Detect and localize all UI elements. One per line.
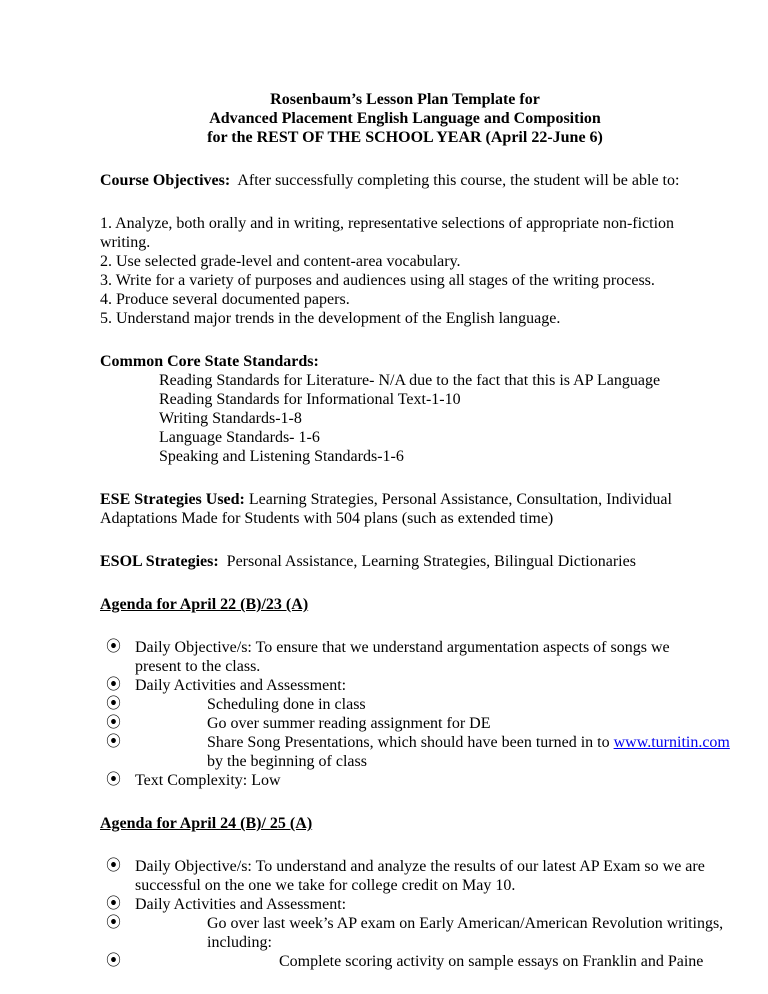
objective-5: 5. Understand major trends in the development of the English language.: [100, 310, 561, 327]
label: Common Core State Standards:: [100, 353, 319, 370]
ccss-heading: [100, 352, 710, 371]
text: Share Song Presentations, which should have been turned in to: [207, 734, 610, 751]
bullet-icon: ⦿: [106, 896, 122, 912]
bullet-icon: ⦿: [106, 639, 122, 655]
text: Personal Assistance, Learning Strategies, Bilingual Dictionaries: [226, 553, 636, 570]
bullet-icon: ⦿: [106, 915, 122, 931]
ccss-item: Speaking and Listening Standards-1-6: [159, 448, 404, 465]
ese-strategies: [100, 490, 685, 528]
list-item: [100, 771, 710, 790]
text: Daily Objective/s: To understand and analyze the results of our latest AP Exam so we are successful on the one we take for college credit on May 10.: [135, 858, 705, 894]
text: including:: [207, 934, 272, 951]
text: Scheduling done in class: [207, 696, 366, 713]
ccss-item: Language Standards- 1-6: [159, 429, 320, 446]
objective-2: 2. Use selected grade-level and content-area vocabulary.: [100, 253, 461, 270]
text: Daily Activities and Assessment:: [135, 677, 347, 694]
bullet-icon: ⦿: [106, 696, 122, 712]
bullet-icon: ⦿: [106, 677, 122, 693]
agenda-heading-2: Agenda for April 24 (B)/ 25 (A): [100, 815, 313, 832]
text: Complete scoring activity on sample essays on Franklin and Paine: [279, 953, 704, 970]
bullet-icon: ⦿: [106, 953, 122, 969]
course-objectives: [100, 171, 710, 190]
title-line-1: Rosenbaum’s Lesson Plan Template for: [270, 91, 540, 108]
ccss-item: Reading Standards for Literature- N/A due to the fact that this is AP Language: [159, 372, 661, 389]
agenda-list-1: [100, 638, 730, 790]
text: by the beginning of class: [207, 753, 367, 770]
objective-4: 4. Produce several documented papers.: [100, 291, 350, 308]
objective-1: 1. Analyze, both orally and in writing, representative selections of appropriate non-fiction writing.: [100, 215, 675, 251]
list-item: [100, 952, 710, 971]
list-item: [100, 638, 680, 676]
bullet-icon: ⦿: [106, 858, 122, 874]
label: ESOL Strategies:: [100, 553, 219, 570]
list-item: [100, 676, 710, 695]
agenda-list-2: [100, 857, 724, 971]
esol-strategies: [100, 552, 710, 571]
turnitin-link[interactable]: www.turnitin.com: [613, 734, 730, 751]
list-item: [100, 895, 710, 914]
label: Course Objectives:: [100, 172, 231, 189]
bullet-icon: ⦿: [106, 734, 122, 750]
list-item: [100, 857, 710, 895]
text: Daily Activities and Assessment:: [135, 896, 347, 913]
objective-3: 3. Write for a variety of purposes and audiences using all stages of the writing process.: [100, 272, 655, 289]
bullet-icon: ⦿: [106, 772, 122, 788]
text: After successfully completing this course, the student will be able to:: [237, 172, 680, 189]
list-item: [100, 733, 730, 771]
agenda-heading-1: Agenda for April 22 (B)/23 (A): [100, 596, 309, 613]
ccss-item: Writing Standards-1-8: [159, 410, 302, 427]
ccss-item: Reading Standards for Informational Text-1-10: [159, 391, 461, 408]
title-line-2: Advanced Placement English Language and Composition: [209, 110, 601, 127]
text: Go over last week’s AP exam on Early American/American Revolution writings,: [207, 915, 724, 932]
label: ESE Strategies Used:: [100, 491, 245, 508]
text: Text Complexity: Low: [135, 772, 281, 789]
list-item: [100, 914, 724, 952]
list-item: [100, 695, 710, 714]
text: Learning Strategies, Personal Assistance, Consultation, Individual Adaptations Made for Students with 504 plans (such as extended time): [100, 491, 672, 527]
list-item: [100, 714, 710, 733]
text: Go over summer reading assignment for DE: [207, 715, 491, 732]
title-line-3: for the REST OF THE SCHOOL YEAR (April 22-June 6): [207, 129, 603, 146]
text: Daily Objective/s: To ensure that we understand argumentation aspects of songs we present to the class.: [135, 639, 670, 675]
bullet-icon: ⦿: [106, 715, 122, 731]
